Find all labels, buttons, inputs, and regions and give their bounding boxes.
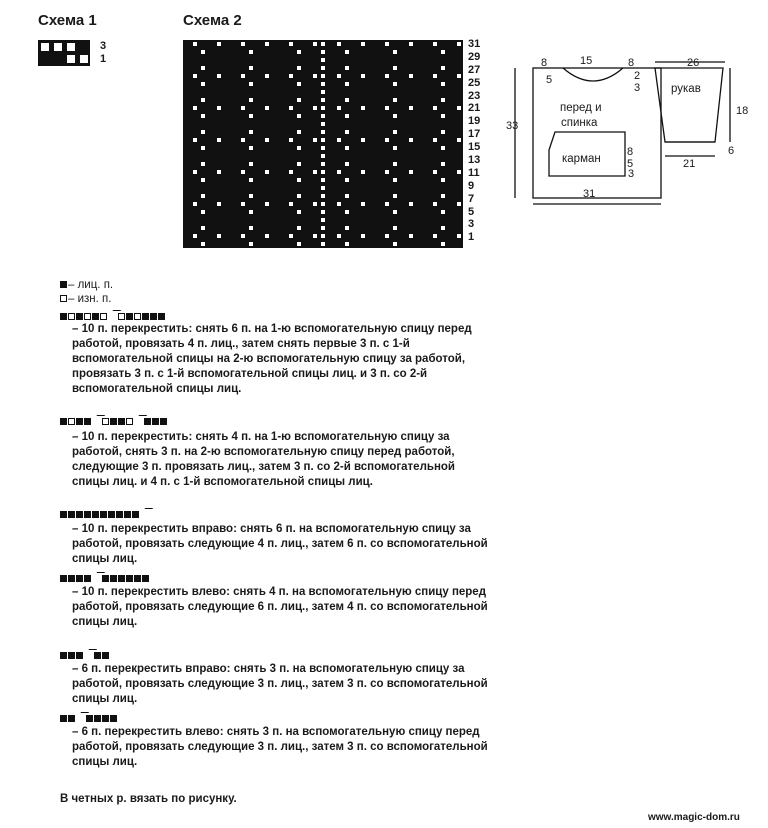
purl-cell [433, 234, 437, 238]
dim-e: 5 [546, 74, 553, 86]
purl-cell [345, 210, 349, 214]
purl-cell [393, 210, 397, 214]
purl-cell [249, 162, 253, 166]
scheme1-grid [38, 40, 88, 66]
scheme2-title: Схема 2 [183, 12, 242, 29]
dim-n: 6 [728, 145, 735, 157]
purl-cell [265, 74, 269, 78]
grid-background [183, 40, 463, 248]
purl-cell [193, 138, 197, 142]
purl-cell [393, 82, 397, 86]
purl-cell [345, 194, 349, 198]
purl-cell [265, 202, 269, 206]
purl-cell [241, 42, 245, 46]
purl-cell [457, 202, 461, 206]
purl-cell [249, 82, 253, 86]
scheme2-row-label: 13 [468, 154, 481, 167]
purl-cell [201, 210, 205, 214]
scheme2-row-label: 29 [468, 50, 481, 63]
scheme2-row-label: 23 [468, 89, 481, 102]
scheme2-row-label: 11 [468, 166, 480, 179]
purl-cell [409, 74, 413, 78]
purl-cell [385, 234, 389, 238]
description-4: – 10 п. перекрестить влево: снять 4 п. на вспомогательную спицу перед работой, провязать следующие 6 п. лиц., затем 4 п. со вспомогательной спицы лиц. [72, 586, 488, 628]
purl-cell [217, 74, 221, 78]
purl-cell [321, 122, 325, 126]
dim-a: 8 [541, 57, 548, 69]
purl-cell [193, 106, 197, 110]
purl-cell [297, 242, 301, 246]
legend-purl: – изн. п. [60, 292, 111, 307]
purl-cell [321, 162, 325, 166]
purl-cell [433, 42, 437, 46]
scheme2-row-label: 9 [468, 179, 475, 192]
purl-cell [321, 66, 325, 70]
dim-k: 31 [583, 188, 596, 200]
purl-cell [241, 202, 245, 206]
purl-cell [289, 74, 293, 78]
description-2: – 10 п. перекрестить: снять 4 п. на 1-ю вспомогательную спицу за работой, снять 3 п. на 2-ю вспомогательную спицу перед работой, следующие 3 п. провязать лиц., затем 3 п. со 2-й вспомогательной спицы лиц. и 4 п. с 1-й вспомогательной спицы лиц. [72, 431, 455, 488]
purl-cell [433, 106, 437, 110]
dim-o: 21 [683, 158, 696, 170]
dim-f: 3 [634, 82, 641, 94]
purl-cell [337, 42, 341, 46]
purl-cell [457, 42, 461, 46]
purl-cell [433, 138, 437, 142]
purl-cell [393, 242, 397, 246]
label-pocket: карман [562, 153, 601, 165]
purl-cell [289, 202, 293, 206]
purl-cell [321, 106, 325, 110]
purl-cell [297, 82, 301, 86]
purl-cell [441, 178, 445, 182]
purl-cell [249, 178, 253, 182]
purl-cell [321, 154, 325, 158]
purl-cell [297, 210, 301, 214]
purl-cell [385, 138, 389, 142]
purl-cell [457, 138, 461, 142]
purl-cell [201, 130, 205, 134]
scheme2-grid [183, 40, 463, 255]
purl-cell [409, 138, 413, 142]
purl-cell [217, 234, 221, 238]
purl-cell [345, 178, 349, 182]
purl-cell [321, 74, 325, 78]
purl-cell [345, 50, 349, 54]
purl-cell [193, 170, 197, 174]
purl-cell [345, 66, 349, 70]
purl-cell [321, 114, 325, 118]
purl-cell [249, 242, 253, 246]
purl-cell [241, 170, 245, 174]
purl-cell [337, 202, 341, 206]
purl-cell [345, 162, 349, 166]
purl-cell [297, 226, 301, 230]
purl-cell [433, 74, 437, 78]
purl-cell [241, 74, 245, 78]
purl-cell [361, 106, 365, 110]
purl-cell [441, 162, 445, 166]
scheme2-row-label: 7 [468, 192, 475, 205]
purl-cell [265, 42, 269, 46]
purl-cell [321, 218, 325, 222]
purl-cell [361, 202, 365, 206]
purl-cell [321, 130, 325, 134]
purl-cell [409, 106, 413, 110]
purl-cell [393, 66, 397, 70]
scheme1-chart [38, 40, 94, 66]
purl-cell [441, 146, 445, 150]
purl-cell [345, 226, 349, 230]
purl-cell [217, 202, 221, 206]
purl-cell [321, 210, 325, 214]
scheme2-chart [183, 40, 463, 250]
purl-cell [297, 146, 301, 150]
purl-cell [385, 74, 389, 78]
purl-cell [321, 202, 325, 206]
dim-g: 33 [506, 120, 519, 132]
scheme2-row-label: 17 [468, 128, 481, 141]
description-6: – 6 п. перекрестить влево: снять 3 п. на вспомогательную спицу перед работой, провязать следующие 3 п. лиц., затем 3 п. со вспомогательной спицы лиц. [72, 726, 488, 768]
purl-cell [345, 130, 349, 134]
purl-cell [297, 194, 301, 198]
scheme2-row-label: 15 [468, 141, 481, 154]
purl-cell [289, 234, 293, 238]
purl-cell [241, 234, 245, 238]
purl-cell [217, 138, 221, 142]
purl-cell [313, 138, 317, 142]
purl-cell [409, 234, 413, 238]
dim-b: 15 [580, 55, 593, 67]
scheme2-row-label: 19 [468, 115, 481, 128]
purl-cell [313, 170, 317, 174]
purl-cell [249, 146, 253, 150]
purl-cell [193, 202, 197, 206]
purl-cell [249, 194, 253, 198]
purl-cell [393, 146, 397, 150]
purl-cell [321, 42, 325, 46]
purl-cell [321, 50, 325, 54]
label-front: перед и [560, 102, 602, 114]
purl-cell [393, 226, 397, 230]
purl-cell [241, 106, 245, 110]
purl-cell [297, 50, 301, 54]
purl-cell [361, 42, 365, 46]
knit-symbol-icon [60, 281, 67, 288]
cable-symbol-5 [60, 647, 110, 659]
purl-cell [385, 106, 389, 110]
purl-cell [385, 170, 389, 174]
purl-cell [361, 234, 365, 238]
purl-cell [345, 98, 349, 102]
purl-cell [393, 178, 397, 182]
purl-cell [433, 202, 437, 206]
purl-cell [201, 194, 205, 198]
purl-cell [393, 162, 397, 166]
purl-cell [321, 98, 325, 102]
scheme2-row-numbers [468, 40, 498, 246]
purl-cell [441, 98, 445, 102]
purl-cell [321, 58, 325, 62]
scheme2-row-label: 1 [468, 231, 475, 244]
purl-cell [201, 66, 205, 70]
purl-cell [321, 178, 325, 182]
cable-symbol-1 [60, 308, 166, 320]
cable-symbol-icon [60, 506, 150, 518]
description-3: – 10 п. перекрестить вправо: снять 6 п. на вспомогательную спицу за работой, провязать следующие 4 п. лиц., затем 6 п. со вспомогательной спицы лиц. [72, 523, 488, 565]
purl-cell [321, 186, 325, 190]
purl-cell [249, 66, 253, 70]
legend-knit: – лиц. п. [60, 278, 113, 293]
purl-cell [441, 50, 445, 54]
purl-symbol-icon [60, 295, 67, 302]
purl-cell [321, 138, 325, 142]
purl-cell [441, 210, 445, 214]
purl-cell [241, 138, 245, 142]
purl-cell [249, 98, 253, 102]
purl-cell [297, 162, 301, 166]
purl-cell [217, 106, 221, 110]
label-sleeve: рукав [671, 83, 701, 95]
scheme2-row-label: 25 [468, 76, 481, 89]
purl-cell [433, 170, 437, 174]
purl-cell [321, 234, 325, 238]
purl-cell [265, 138, 269, 142]
purl-cell [201, 114, 205, 118]
purl-cell [297, 130, 301, 134]
purl-cell [393, 114, 397, 118]
purl-cell [313, 106, 317, 110]
cable-symbol-2 [60, 413, 168, 425]
dim-h: 8 [627, 146, 634, 158]
purl-cell [385, 42, 389, 46]
purl-cell [249, 210, 253, 214]
cable-symbol-icon [60, 413, 168, 425]
purl-cell [345, 114, 349, 118]
purl-cell [345, 82, 349, 86]
purl-cell [345, 146, 349, 150]
purl-cell [457, 170, 461, 174]
purl-cell [441, 226, 445, 230]
purl-cell [289, 42, 293, 46]
purl-cell [385, 202, 389, 206]
purl-cell [441, 242, 445, 246]
purl-cell [409, 42, 413, 46]
purl-cell [337, 234, 341, 238]
scheme1-row-label: 1 [100, 53, 107, 65]
purl-cell [297, 114, 301, 118]
purl-cell [217, 170, 221, 174]
scheme1-title: Схема 1 [38, 12, 97, 29]
dim-l: 26 [687, 57, 700, 69]
purl-cell [409, 202, 413, 206]
purl-cell [297, 98, 301, 102]
purl-cell [249, 226, 253, 230]
purl-cell [441, 114, 445, 118]
purl-cell [457, 74, 461, 78]
dim-j: 3 [628, 168, 635, 180]
purl-cell [201, 162, 205, 166]
cable-symbol-icon [60, 308, 166, 320]
purl-cell [337, 170, 341, 174]
purl-cell [393, 130, 397, 134]
purl-cell [337, 138, 341, 142]
purl-cell [321, 194, 325, 198]
purl-cell [193, 74, 197, 78]
cable-symbol-6 [60, 710, 118, 722]
purl-cell [441, 194, 445, 198]
description-1: – 10 п. перекрестить: снять 6 п. на 1-ю вспомогательную спицу перед работой, провязать 4 п. лиц., затем снять первые 3 п. с 1-й вспомогательной спицы на 2-ю вспомогательную спицу за работой, провязать 3 п. с 1-й вспомогательной спицы лиц. и 3 п. со 2-й вспомогательной спицы лиц. [72, 323, 472, 395]
purl-cell [321, 242, 325, 246]
purl-cell [321, 90, 325, 94]
purl-cell [321, 82, 325, 86]
purl-cell [441, 66, 445, 70]
site-url: www.magic-dom.ru [648, 812, 740, 823]
footer-note: В четных р. вязать по рисунку. [60, 793, 237, 805]
cable-symbol-icon [60, 710, 118, 722]
dim-c: 8 [628, 57, 635, 69]
cable-symbol-4 [60, 570, 150, 582]
scheme2-row-label: 31 [468, 38, 481, 50]
purl-cell [313, 234, 317, 238]
purl-cell [201, 226, 205, 230]
purl-cell [289, 170, 293, 174]
purl-cell [201, 50, 205, 54]
purl-cell [289, 138, 293, 142]
purl-cell [313, 42, 317, 46]
purl-cell [217, 42, 221, 46]
purl-cell [441, 130, 445, 134]
scheme2-row-label: 3 [468, 218, 475, 231]
purl-cell [457, 234, 461, 238]
scheme2-row-label: 27 [468, 63, 481, 76]
purl-cell [361, 170, 365, 174]
purl-cell [249, 50, 253, 54]
purl-cell [249, 130, 253, 134]
scheme1-row-label: 3 [100, 40, 107, 52]
purl-cell [313, 74, 317, 78]
purl-cell [441, 82, 445, 86]
purl-cell [265, 170, 269, 174]
cable-symbol-icon [60, 570, 150, 582]
purl-cell [201, 242, 205, 246]
cable-symbol-3 [60, 506, 150, 518]
scheme2-row-label: 21 [468, 102, 481, 115]
purl-cell [393, 98, 397, 102]
purl-cell [393, 50, 397, 54]
purl-cell [265, 106, 269, 110]
purl-cell [265, 234, 269, 238]
scheme2-row-label: 5 [468, 205, 475, 218]
dim-m: 18 [736, 105, 749, 117]
dim-i: 5 [627, 158, 634, 170]
dim-d: 2 [634, 70, 641, 82]
purl-cell [393, 194, 397, 198]
purl-cell [201, 82, 205, 86]
purl-cell [345, 242, 349, 246]
purl-cell [201, 98, 205, 102]
label-back: спинка [561, 117, 598, 129]
purl-cell [249, 114, 253, 118]
purl-cell [337, 106, 341, 110]
description-5: – 6 п. перекрестить вправо: снять 3 п. на вспомогательную спицу за работой, провязать следующие 3 п. лиц., затем 3 п. со вспомогательной спицы лиц. [72, 663, 488, 705]
purl-cell [297, 178, 301, 182]
purl-cell [289, 106, 293, 110]
purl-cell [201, 146, 205, 150]
purl-cell [409, 170, 413, 174]
purl-cell [361, 74, 365, 78]
purl-cell [321, 146, 325, 150]
purl-cell [321, 226, 325, 230]
purl-cell [193, 42, 197, 46]
cable-symbol-icon [60, 647, 110, 659]
purl-cell [297, 66, 301, 70]
purl-cell [193, 234, 197, 238]
purl-cell [321, 170, 325, 174]
purl-cell [457, 106, 461, 110]
purl-cell [337, 74, 341, 78]
purl-cell [313, 202, 317, 206]
purl-cell [201, 178, 205, 182]
purl-cell [361, 138, 365, 142]
